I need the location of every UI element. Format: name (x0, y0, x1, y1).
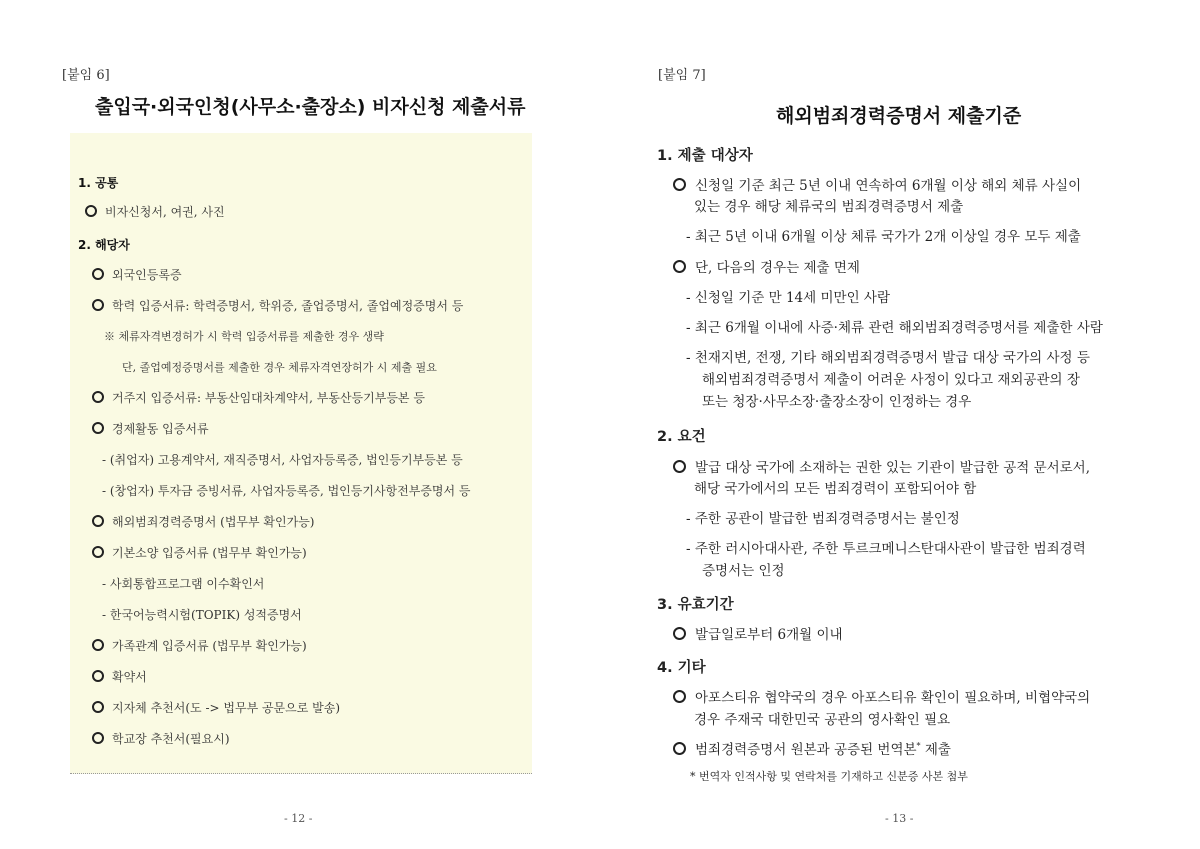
sub-item: - 천재지변, 전쟁, 기타 해외범죄경력증명서 발급 대상 국가의 사정 등 (686, 350, 1090, 366)
list-item: 기본소양 입증서류 (법무부 확인가능) (92, 544, 307, 561)
list-item: 신청일 기준 최근 5년 이내 연속하여 6개월 이상 해외 체류 사실이 (673, 174, 1081, 194)
sub-item: - 주한 러시아대사관, 주한 투르크메니스탄대사관이 발급한 범죄경력 (686, 541, 1086, 557)
circle-bullet-icon (92, 268, 104, 280)
list-item: 지자체 추천서(도 -> 법무부 공문으로 발송) (92, 699, 340, 716)
circle-bullet-icon (92, 732, 104, 744)
footnote-marker: * (916, 741, 921, 751)
footnote: * 번역자 인적사항 및 연락처를 기재하고 신분증 사본 첨부 (690, 770, 968, 783)
attachment-label: [붙임 6] (62, 68, 110, 83)
note-item: ※ 체류자격변경허가 시 학력 입증서류를 제출한 경우 생략 (104, 330, 384, 343)
list-item: 단, 다음의 경우는 제출 면제 (673, 256, 860, 276)
sub-item-continuation: 또는 청장·사무소장·출장소장이 인정하는 경우 (702, 394, 972, 410)
page-number: - 12 - (284, 812, 313, 825)
section-heading: 2. 해당자 (78, 238, 130, 252)
list-item: 범죄경력증명서 원본과 공증된 번역본* 제출 (673, 738, 951, 758)
right-page (600, 0, 1200, 849)
circle-bullet-icon (92, 701, 104, 713)
sub-item: - 신청일 기준 만 14세 미만인 사람 (686, 290, 890, 306)
list-item-continuation: 경우 주재국 대한민국 공관의 영사확인 필요 (694, 712, 951, 728)
sub-item: - 최근 5년 이내 6개월 이상 체류 국가가 2개 이상일 경우 모두 제출 (686, 229, 1081, 245)
list-item-continuation: 있는 경우 해당 체류국의 범죄경력증명서 제출 (694, 199, 964, 215)
circle-bullet-icon (673, 460, 686, 473)
sub-item: - (취업자) 고용계약서, 재직증명서, 사업자등록증, 법인등기부등본 등 (102, 453, 463, 467)
sub-item: - (창업자) 투자금 증빙서류, 사업자등록증, 법인등기사항전부증명서 등 (102, 484, 471, 498)
section-heading: 1. 제출 대상자 (657, 148, 753, 164)
list-item: 거주지 입증서류: 부동산임대차계약서, 부동산등기부등본 등 (92, 389, 425, 406)
page-number: - 13 - (885, 812, 914, 825)
section-heading: 1. 공통 (78, 176, 119, 190)
circle-bullet-icon (92, 422, 104, 434)
circle-bullet-icon (92, 515, 104, 527)
sub-item-continuation: 해외범죄경력증명서 제출이 어려운 사정이 있다고 재외공관의 장 (702, 372, 1080, 388)
list-item-continuation: 해당 국가에서의 모든 범죄경력이 포함되어야 함 (694, 481, 977, 497)
sub-item: - 한국어능력시험(TOPIK) 성적증명서 (102, 608, 302, 622)
list-item: 아포스티유 협약국의 경우 아포스티유 확인이 필요하며, 비협약국의 (673, 686, 1090, 706)
page-title: 해외범죄경력증명서 제출기준 (776, 105, 1022, 127)
list-item: 학력 입증서류: 학력증명서, 학위증, 졸업증명서, 졸업예정증명서 등 (92, 297, 463, 314)
circle-bullet-icon (92, 391, 104, 403)
circle-bullet-icon (673, 690, 686, 703)
section-heading: 4. 기타 (657, 660, 706, 676)
section-heading: 2. 요건 (657, 429, 706, 445)
circle-bullet-icon (673, 178, 686, 191)
note-item: 단, 졸업예정증명서를 제출한 경우 체류자격연장허가 시 제출 필요 (122, 361, 437, 374)
circle-bullet-icon (673, 742, 686, 755)
circle-bullet-icon (92, 546, 104, 558)
list-item: 해외범죄경력증명서 (법무부 확인가능) (92, 513, 314, 530)
list-item: 발급일로부터 6개월 이내 (673, 623, 843, 643)
circle-bullet-icon (92, 639, 104, 651)
circle-bullet-icon (92, 670, 104, 682)
section-heading: 3. 유효기간 (657, 597, 734, 613)
list-item: 외국인등록증 (92, 266, 182, 283)
list-item: 발급 대상 국가에 소재하는 권한 있는 기관이 발급한 공적 문서로서, (673, 456, 1090, 476)
sub-item: - 주한 공관이 발급한 범죄경력증명서는 불인정 (686, 511, 960, 527)
sub-item: - 최근 6개월 이내에 사증·체류 관련 해외범죄경력증명서를 제출한 사람 (686, 320, 1103, 336)
circle-bullet-icon (92, 299, 104, 311)
list-item: 학교장 추천서(필요시) (92, 730, 230, 747)
attachment-label: [붙임 7] (658, 68, 706, 83)
list-item: 경제활동 입증서류 (92, 420, 209, 437)
circle-bullet-icon (673, 627, 686, 640)
page-title: 출입국·외국인청(사무소·출장소) 비자신청 제출서류 (95, 96, 526, 118)
sub-item-continuation: 증명서는 인정 (702, 563, 785, 579)
list-item: 비자신청서, 여권, 사진 (85, 203, 225, 220)
list-item: 가족관계 입증서류 (법무부 확인가능) (92, 637, 307, 654)
sub-item: - 사회통합프로그램 이수확인서 (102, 577, 265, 591)
list-item: 확약서 (92, 668, 147, 685)
circle-bullet-icon (673, 260, 686, 273)
circle-bullet-icon (85, 205, 97, 217)
